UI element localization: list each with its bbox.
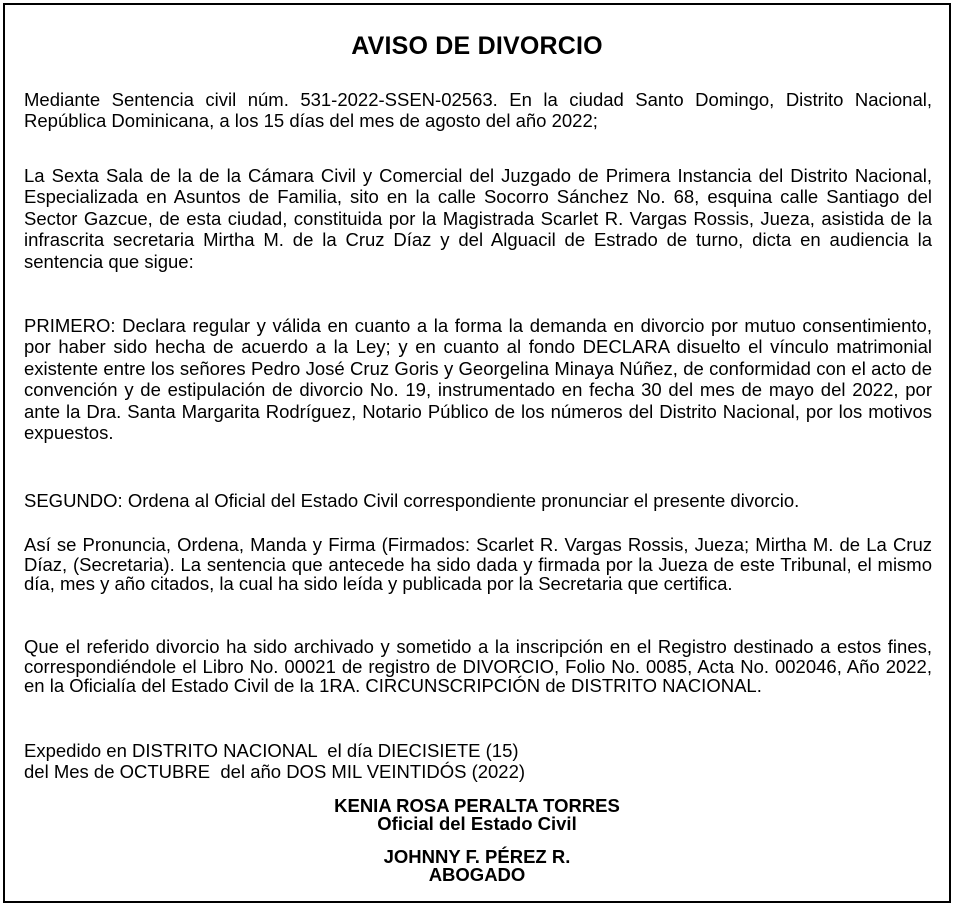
paragraph-registration: Que el referido divorcio ha sido archivado y sometido a la inscripción en el Registro destinado a estos fines, correspondiéndole el Libro No. 00021 de registro de DIVORCIO, Folio No. 0085, Acta No. 002046, Año 2022, en la Oficialía del Estado Civil de la 1RA. CIRCUNSCRIPCIÓN de DISTRITO NACIONAL. [24, 636, 932, 697]
notice-title: AVISO DE DIVORCIO [351, 32, 603, 60]
official-title: Oficial del Estado Civil [377, 812, 577, 834]
lawyer-title: ABOGADO [428, 863, 526, 885]
paragraph-signature-statement: Así se Pronuncia, Ordena, Manda y Firma (Firmados: Scarlet R. Vargas Rossis, Jueza; Mirtha M. de La Cruz Díaz, (Secretaria). La sentencia que antecede ha sido dada y firmada por la Jueza de este Tribunal, el mismo día, mes y año citados, la cual ha sido leída y publicada por la Secretaria que certifica. [24, 534, 932, 595]
issued-line-2: del Mes de OCTUBRE del año DOS MIL VEINTIDÓS (2022) [24, 761, 526, 782]
paragraph-segundo: SEGUNDO: Ordena al Oficial del Estado Civil correspondiente pronunciar el presente divorcio. [24, 490, 800, 511]
paragraph-sentence-reference: Mediante Sentencia civil núm. 531-2022-SSEN-02563. En la ciudad Santo Domingo, Distrito Nacional, República Dominicana, a los 15 días del mes de agosto del año 2022; [24, 89, 932, 132]
official-name: KENIA ROSA PERALTA TORRES [334, 795, 620, 816]
issued-date-block [24, 740, 525, 782]
issued-line-1: Expedido en DISTRITO NACIONAL el día DIECISIETE (15) [24, 740, 519, 761]
official-signature-block [5, 797, 949, 832]
paragraph-court-composition: La Sexta Sala de la de la Cámara Civil y Comercial del Juzgado de Primera Instancia del Distrito Nacional, Especializada en Asuntos de Familia, sito en la calle Socorro Sánchez No. 68, esquina calle Santiago del Sector Gazcue, de esta ciudad, constituida por la Magistrada Scarlet R. Vargas Rossis, Jueza, asistida de la infrascrita secretaria Mirtha M. de la Cruz Díaz y del Alguacil de Estrado de turno, dicta en audiencia la sentencia que sigue: [24, 165, 932, 272]
notice-border [3, 3, 951, 903]
paragraph-primero: PRIMERO: Declara regular y válida en cuanto a la forma la demanda en divorcio por mutuo consentimiento, por haber sido hecha de acuerdo a la Ley; y en cuanto al fondo DECLARA disuelto el vínculo matrimonial existente entre los señores Pedro José Cruz Goris y Georgelina Minaya Núñez, de conformidad con el acto de convención y de estipulación de divorcio No. 19, instrumentado en fecha 30 del mes de mayo del 2022, por ante la Dra. Santa Margarita Rodríguez, Notario Público de los números del Distrito Nacional, por los motivos expuestos. [24, 315, 932, 444]
lawyer-name: JOHNNY F. PÉREZ R. [383, 846, 571, 867]
lawyer-signature-block [5, 848, 949, 883]
